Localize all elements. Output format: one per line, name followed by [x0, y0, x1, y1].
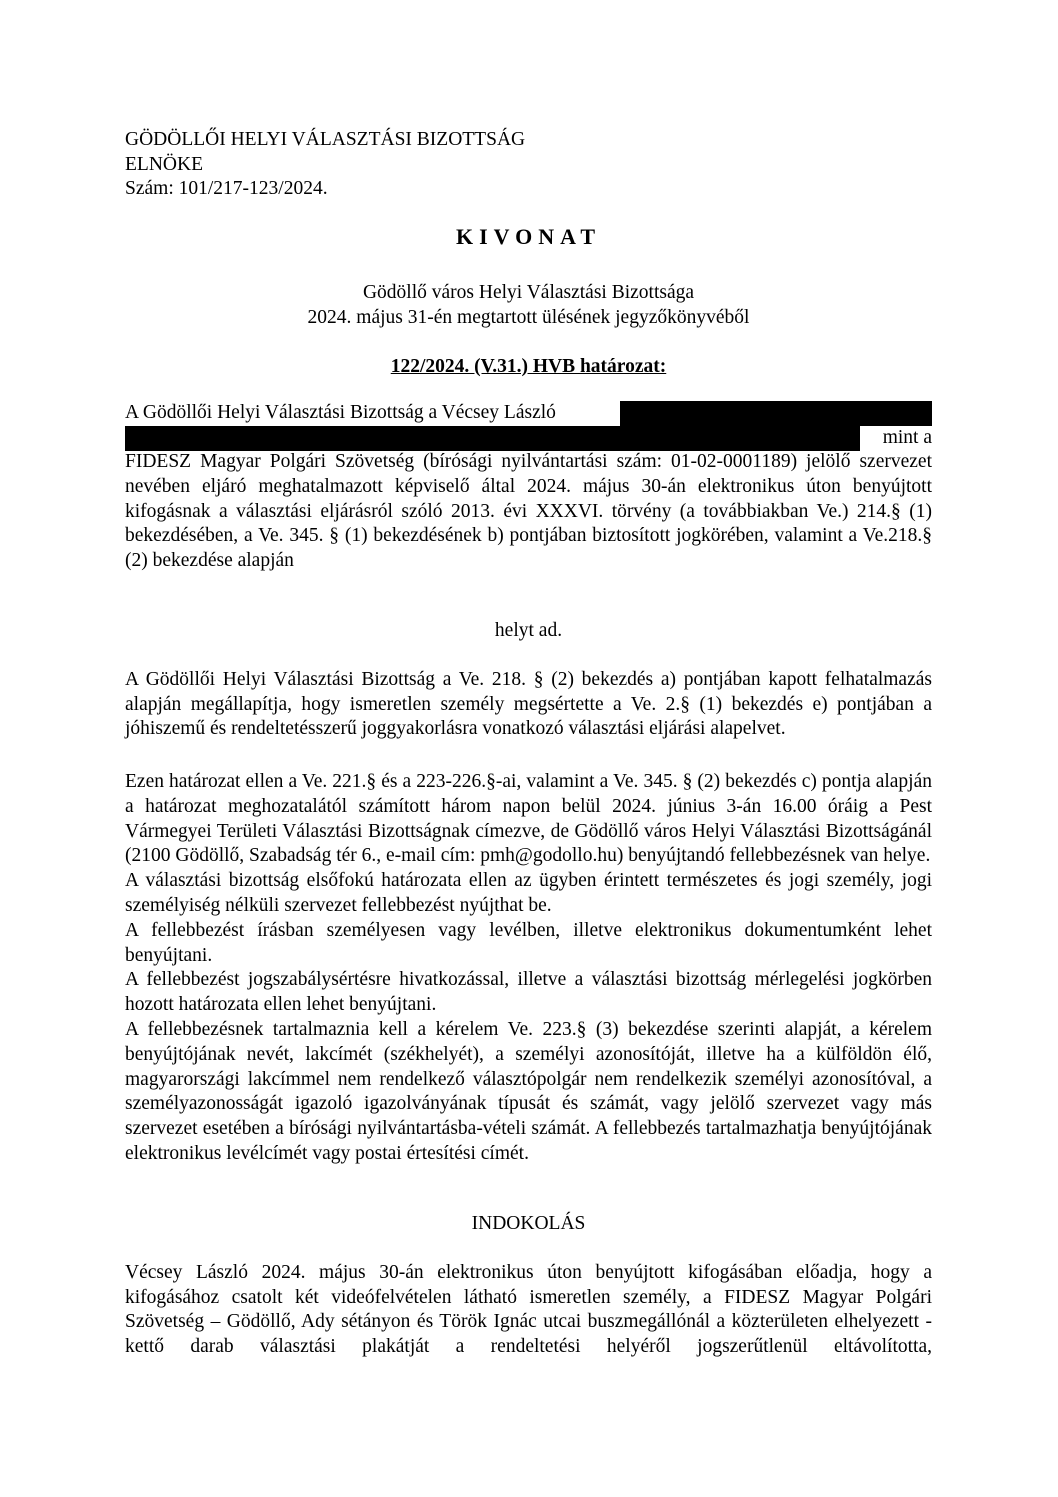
subtitle-line-2: 2024. május 31-én megtartott ülésének jegyzőkönyvéből [307, 306, 750, 328]
document-title: KIVONAT [455, 224, 602, 249]
appeal-paragraph: A választási bizottság elsőfokú határozata ellen az ügyben érintett természetes és jogi személy, jogi személyiség nélküli szervezet fellebbezést nyújthat be. [125, 870, 932, 916]
decision-paragraph [125, 401, 932, 574]
decision-intro-end: mint a [882, 426, 932, 448]
finding-paragraph: A Gödöllői Helyi Választási Bizottság a Ve. 218. § (2) bekezdés a) pontjában kapott felhatalmazás alapján megállapítja, hogy ismeretlen személy megsértette a Ve. 2.§ (1) bekezdés e) pontjában a jóhiszemű és rendeltetésszerű joggyakorlásra vonatkozó választási eljárási alapelvet. [125, 669, 932, 740]
appeal-section [125, 770, 932, 1167]
appeal-paragraph: Ezen határozat ellen a Ve. 221.§ és a 223-226.§-ai, valamint a Ve. 345. § (2) bekezdés c) pontja alapján a határozat meghozatalától számított három napon belül 2024. június 3-án 16.00 óráig a Pest Vármegyei Területi Választási Bizottságnak címezve, de Gödöllő város Helyi Választási Bizottságánál (2100 Gödöllő, Szabadság tér 6., e-mail cím: pmh@godollo.hu) benyújtandó fellebbezésnek van helye. [125, 771, 932, 867]
verdict: helyt ad. [494, 620, 563, 641]
decision-body: FIDESZ Magyar Polgári Szövetség (bírósági nyilvántartási szám: 01-02-0001189) jelölő szervezet nevében eljáró meghatalmazott képviselő által 2024. május 30-án elektronikus úton benyújtott kifogásnak a választási eljárásról szóló 2013. évi XXXVI. törvény (a továbbiakban Ve.) 214.§ (1) bekezdésében, a Ve. 345. § (1) bekezdésének b) pontjában biztosított jogkörében, valamint a Ve.218.§ (2) bekezdése alapján [125, 451, 932, 572]
issuer-org: GÖDÖLLŐI HELYI VÁLASZTÁSI BIZOTTSÁG [125, 129, 526, 150]
subtitle-line-1: Gödöllő város Helyi Választási Bizottsága [362, 282, 695, 303]
appeal-paragraph: A fellebbezést írásban személyesen vagy levélben, illetve elektronikus dokumentumként lehet benyújtani. [125, 919, 932, 966]
reasoning-heading: INDOKOLÁS [471, 1213, 586, 1234]
issuer-role: ELNÖKE [125, 153, 203, 175]
appeal-paragraph: A fellebbezést jogszabálysértésre hivatkozással, illetve a választási bizottság mérlegelési jogkörben hozott határozata ellen lehet benyújtani. [125, 969, 932, 1016]
decision-title: 122/2024. (V.31.) HVB határozat: [390, 356, 667, 377]
subtitle [125, 281, 932, 330]
redaction-bar [125, 426, 860, 451]
reasoning-paragraph: Vécsey László 2024. május 30-án elektronikus úton benyújtott kifogásában előadja, hogy a kifogásához csatolt két videófelvételen látható ismeretlen személy, a FIDESZ Magyar Polgári Szövetség – Gödöllő, Ady sétányon és Török Ignác utcai buszmegállónál a közterületen elhelyezett - kettő darab választási plakátját a rendeltetési helyéről jogszerűtlenül eltávolította, [125, 1262, 932, 1358]
letterhead [125, 128, 932, 202]
appeal-paragraph: A fellebbezésnek tartalmaznia kell a kérelem Ve. 223.§ (3) bekezdése szerinti alapját, a kérelem benyújtójának nevét, lakcímét (székhelyét), a személyi azonosítóját, illetve ha a külföldön élő, magyarországi lakcímmel nem rendelkező választópolgár nem rendelkezik személyi azonosítóval, a személyazonosságát igazoló igazolványának típusát és számát, vagy jelölő szervezet vagy más szervezet esetében a bírósági nyilvántartásba-vételi számát. A fellebbezés tartalmazhatja benyújtójának elektronikus levélcímét vagy postai értesítési címét. [125, 1018, 932, 1164]
reference-number: Szám: 101/217-123/2024. [125, 178, 328, 200]
decision-intro: A Gödöllői Helyi Választási Bizottság a Vécsey László [125, 402, 556, 423]
redaction-bar [620, 401, 932, 426]
